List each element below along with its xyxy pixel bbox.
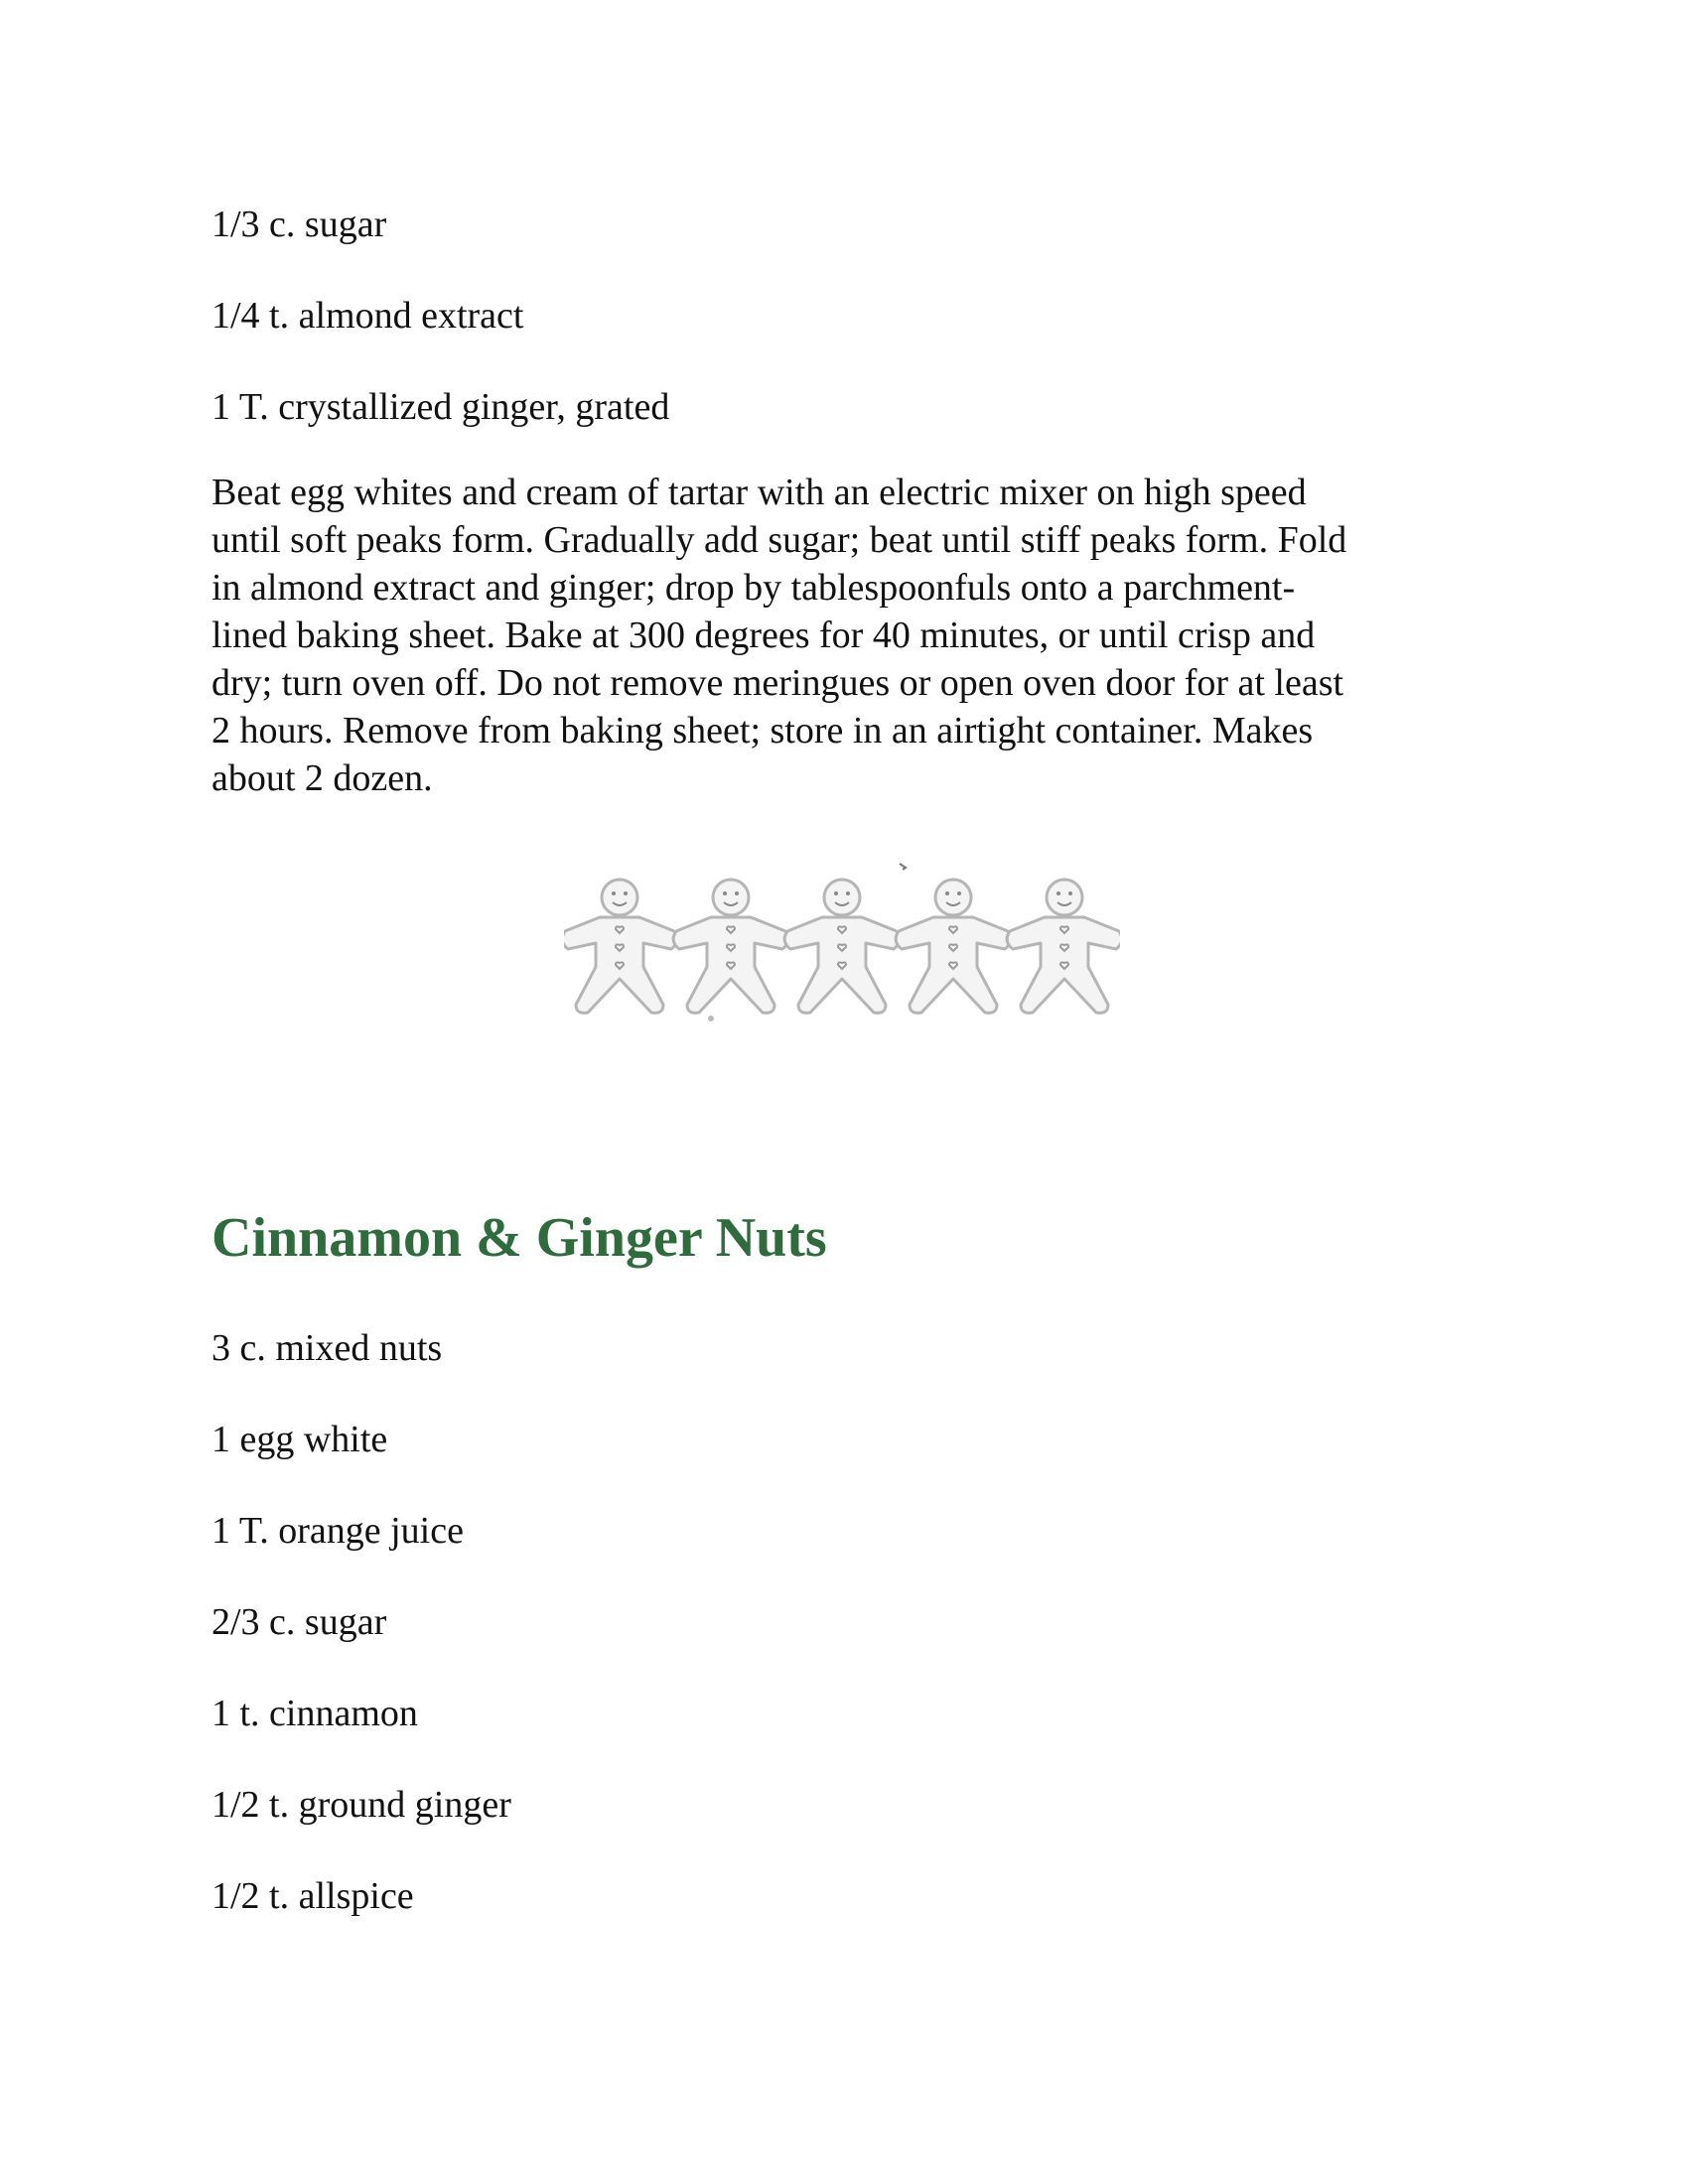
ingredient-line: 1 T. orange juice xyxy=(211,1510,464,1552)
instructions-line: about 2 dozen. xyxy=(211,757,433,799)
ingredient-line: 1 t. cinnamon xyxy=(211,1693,418,1734)
ingredient-line: 1 egg white xyxy=(211,1419,388,1460)
instructions-line: 2 hours. Remove from baking sheet; store in an airtight container. Makes xyxy=(211,710,1314,751)
instructions-paragraph xyxy=(211,469,1482,802)
gingerbread-garland-icon xyxy=(564,854,1120,1032)
ingredient-line: 2/3 c. sugar xyxy=(211,1601,387,1643)
recipe-title: Cinnamon & Ginger Nuts xyxy=(211,1207,827,1269)
instructions-line: until soft peaks form. Gradually add sugar; beat until stiff peaks form. Fold xyxy=(211,519,1347,561)
ingredient-line: 1 T. crystallized ginger, grated xyxy=(211,386,670,428)
instructions-line: in almond extract and ginger; drop by tablespoonfuls onto a parchment- xyxy=(211,567,1296,609)
instructions-line: Beat egg whites and cream of tartar with an electric mixer on high speed xyxy=(211,472,1307,513)
ingredient-line: 3 c. mixed nuts xyxy=(211,1327,443,1369)
ingredient-line: 1/2 t. allspice xyxy=(211,1875,414,1917)
ingredient-line: 1/3 c. sugar xyxy=(211,204,387,245)
instructions-line: dry; turn oven off. Do not remove meringues or open oven door for at least xyxy=(211,662,1344,704)
instructions-line: lined baking sheet. Bake at 300 degrees for 40 minutes, or until crisp and xyxy=(211,614,1316,656)
ingredient-line: 1/4 t. almond extract xyxy=(211,295,524,337)
ingredient-line: 1/2 t. ground ginger xyxy=(211,1784,511,1826)
